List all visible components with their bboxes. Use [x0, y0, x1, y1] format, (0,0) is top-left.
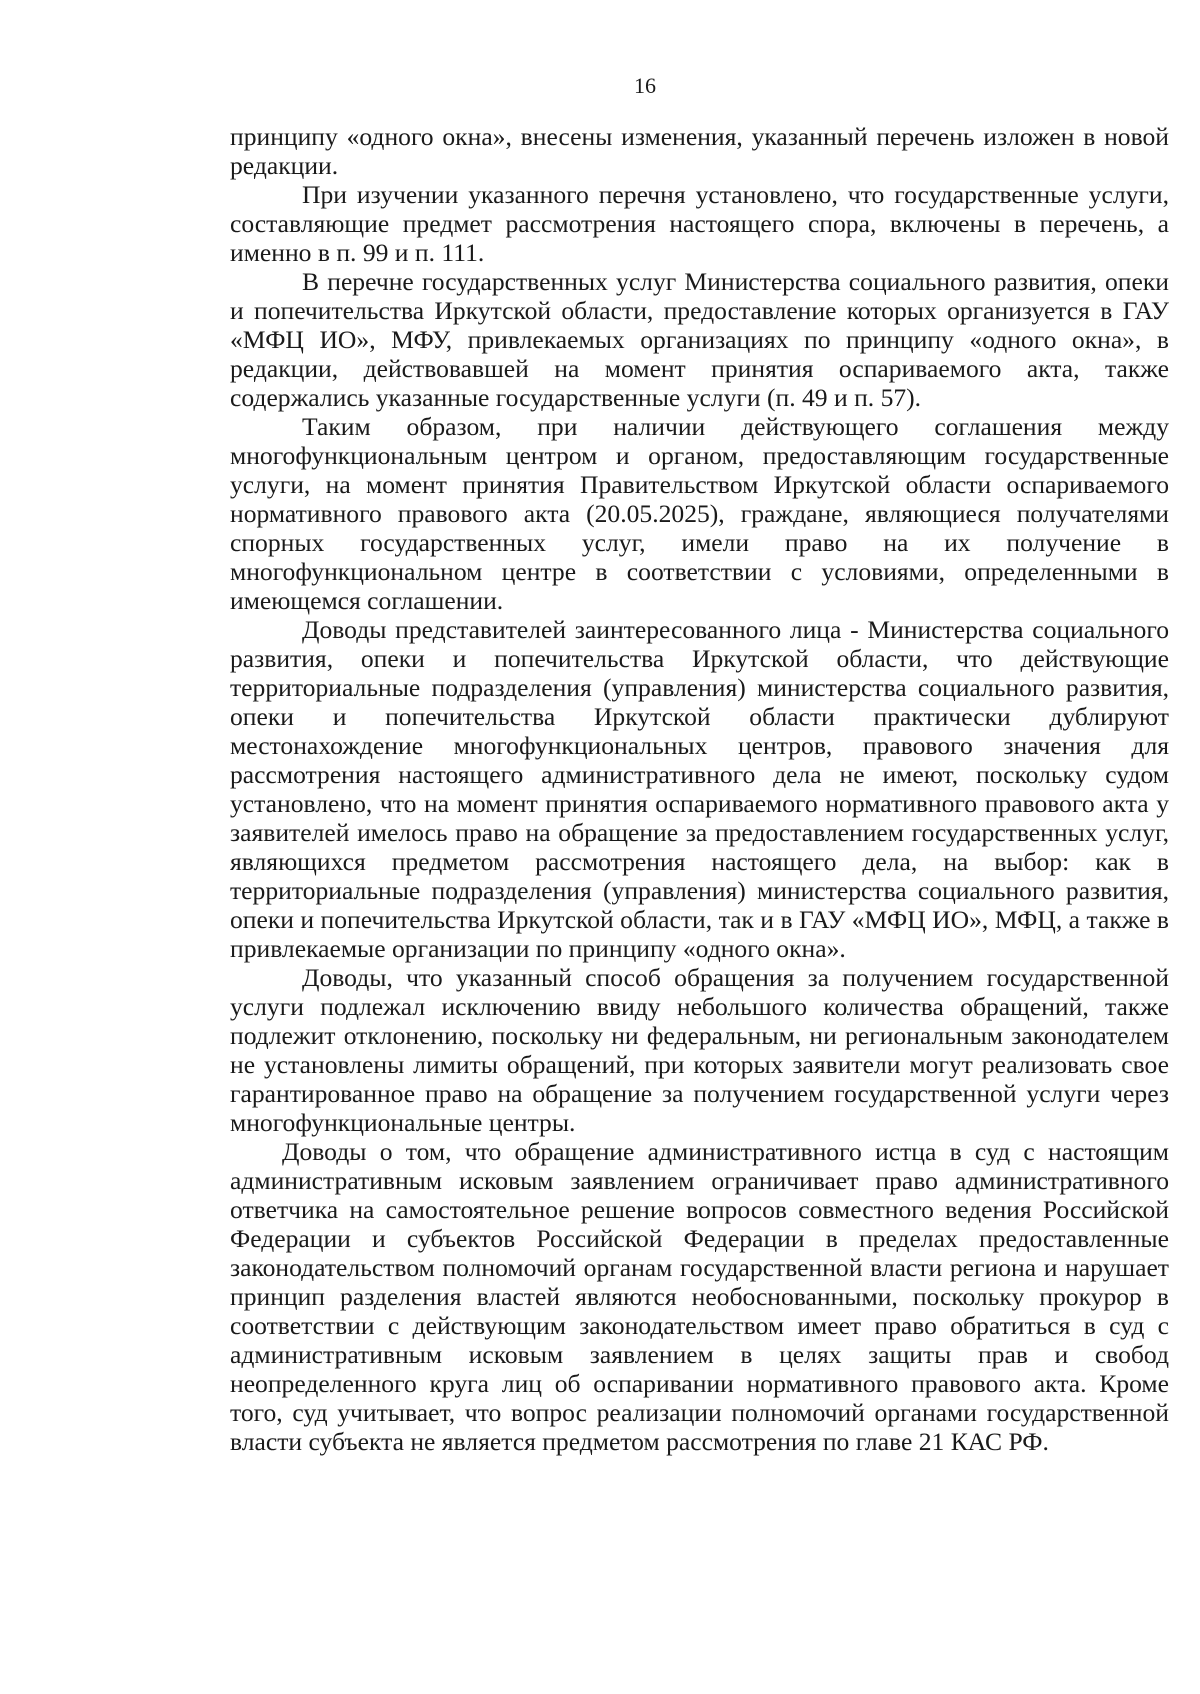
- paragraph: При изучении указанного перечня установлено, что государственные услуги, составляющие предмет рассмотрения настоящего спора, включены в перечень, а именно в п. 99 и п. 111.: [230, 180, 1169, 267]
- paragraph: Таким образом, при наличии действующего соглашения между многофункциональным центром и органом, предоставляющим государственные услуги, на момент принятия Правительством Иркутской области оспариваемого нормативного правового акта (20.05.2025), граждане, являющиеся получателями спорных государственных услуг, имели право на их получение в многофункциональном центре в соответствии с условиями, определенными в имеющемся соглашении.: [230, 412, 1169, 615]
- paragraph: Доводы представителей заинтересованного лица - Министерства социального развития, опеки и попечительства Иркутской области, что действующие территориальные подразделения (управления) министерства социального развития, опеки и попечительства Иркутской области практически дублируют местонахождение многофункциональных центров, правового значения для рассмотрения настоящего административного дела не имеют, поскольку судом установлено, что на момент принятия оспариваемого нормативного правового акта у заявителей имелось право на обращение за предоставлением государственных услуг, являющихся предметом рассмотрения настоящего дела, на выбор: как в территориальные подразделения (управления) министерства социального развития, опеки и попечительства Иркутской области, так и в ГАУ «МФЦ ИО», МФЦ, а также в привлекаемые организации по принципу «одного окна».: [230, 615, 1169, 963]
- paragraph: Доводы, что указанный способ обращения за получением государственной услуги подлежал исключению ввиду небольшого количества обращений, также подлежит отклонению, поскольку ни федеральным, ни региональным законодателем не установлены лимиты обращений, при которых заявители могут реализовать свое гарантированное право на обращение за получением государственной услуги через многофункциональные центры.: [230, 963, 1169, 1137]
- paragraph: Доводы о том, что обращение административного истца в суд с настоящим административным исковым заявлением ограничивает право административного ответчика на самостоятельное решение вопросов совместного ведения Российской Федерации и субъектов Российской Федерации в пределах предоставленные законодательством полномочий органам государственной власти региона и нарушает принцип разделения властей являются необоснованными, поскольку прокурор в соответствии с действующим законодательством имеет право обратиться в суд с административным исковым заявлением в целях защиты прав и свобод неопределенного круга лиц об оспаривании нормативного правового акта. Кроме того, суд учитывает, что вопрос реализации полномочий органами государственной власти субъекта не является предметом рассмотрения по главе 21 КАС РФ.: [230, 1137, 1169, 1456]
- document-body: [230, 122, 1169, 1456]
- paragraph-continuation: принципу «одного окна», внесены изменения, указанный перечень изложен в новой редакции.: [230, 122, 1169, 180]
- paragraph: В перечне государственных услуг Министерства социального развития, опеки и попечительства Иркутской области, предоставление которых организуется в ГАУ «МФЦ ИО», МФУ, привлекаемых организациях по принципу «одного окна», в редакции, действовавшей на момент принятия оспариваемого акта, также содержались указанные государственные услуги (п. 49 и п. 57).: [230, 267, 1169, 412]
- page-number: 16: [634, 73, 656, 98]
